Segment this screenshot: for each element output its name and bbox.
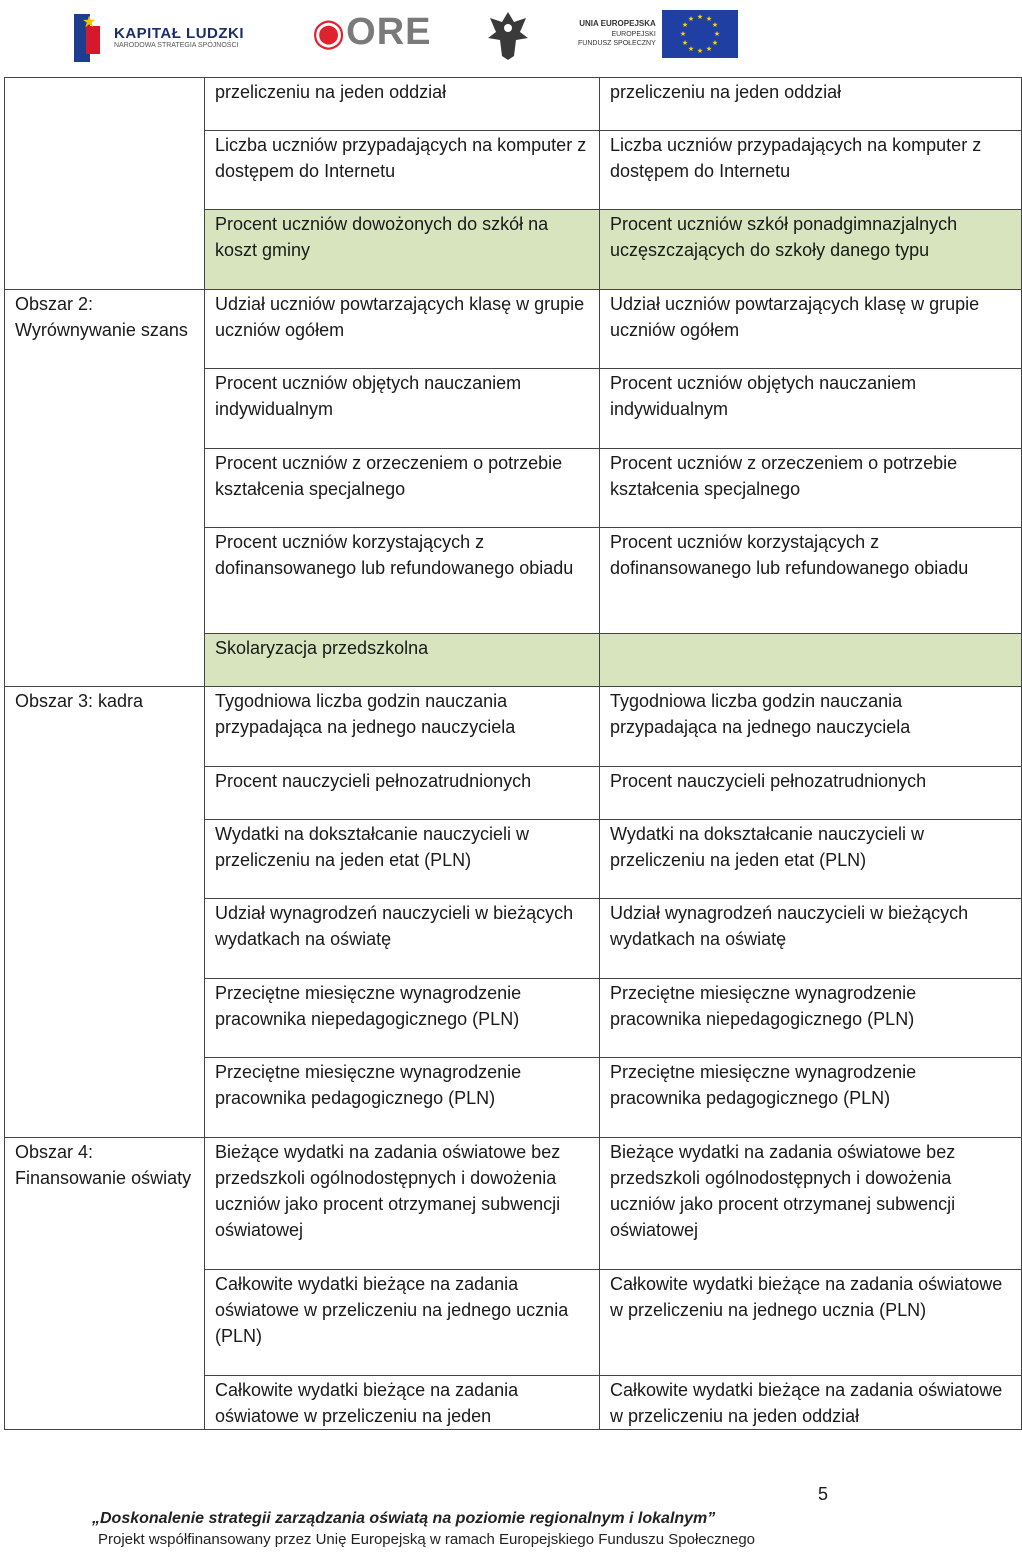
indicator-cell-col1: Udział uczniów powtarzających klasę w grupie uczniów ogółem [205, 290, 600, 369]
kapital-ludzki-title: KAPITAŁ LUDZKI [114, 25, 245, 42]
indicator-cell-col1: Całkowite wydatki bieżące na zadania oświatowe w przeliczeniu na jednego ucznia (PLN) [205, 1270, 600, 1376]
indicator-cell-col1: Skolaryzacja przedszkolna [205, 634, 600, 687]
footer-project-title: „Doskonalenie strategii zarządzania oświatą na poziomie regionalnym i lokalnym” [92, 1510, 716, 1527]
footer-cofinancing-note: Projekt współfinansowany przez Unię Europejską w ramach Europejskiego Funduszu Społecznego [98, 1531, 756, 1548]
area-cell: Obszar 3: kadra [5, 687, 205, 1138]
eu-line3: FUNDUSZ SPOŁECZNY [578, 40, 656, 48]
table-row [5, 1138, 1022, 1270]
eu-logo [578, 10, 738, 58]
svg-text:★: ★ [681, 21, 688, 29]
area-cell: Obszar 2: Wyrównywanie szans [5, 290, 205, 687]
ore-logo-text: ORE [346, 11, 432, 53]
indicator-cell-col1: Bieżące wydatki na zadania oświatowe bez przedszkoli ogólnodostępnych i dowożenia uczniów jako procent otrzymanej subwencji oświatowej [205, 1138, 600, 1270]
eu-line1: UNIA EUROPEJSKA [579, 19, 656, 29]
indicator-cell-col1: Tygodniowa liczba godzin nauczania przypadająca na jednego nauczyciela [205, 687, 600, 767]
indicator-cell-col2: Procent uczniów korzystających z dofinansowanego lub refundowanego obiadu [600, 528, 1022, 634]
svg-text:★: ★ [711, 21, 718, 29]
indicator-cell-col2: Całkowite wydatki bieżące na zadania oświatowe w przeliczeniu na jednego ucznia (PLN) [600, 1270, 1022, 1376]
indicator-cell-col2: Procent uczniów szkół ponadgimnazjalnych uczęszczających do szkoły danego typu [600, 210, 1022, 290]
kapital-ludzki-mark-icon: ★ [70, 10, 104, 64]
table-row [5, 78, 1022, 131]
indicator-cell-col1: przeliczeniu na jeden oddział [205, 78, 600, 131]
indicator-cell-col2: Procent nauczycieli pełnozatrudnionych [600, 767, 1022, 820]
svg-text:★: ★ [696, 13, 703, 21]
svg-text:★: ★ [687, 45, 694, 53]
indicator-cell-col1: Procent uczniów korzystających z dofinansowanego lub refundowanego obiadu [205, 528, 600, 634]
indicator-cell-col2: Tygodniowa liczba godzin nauczania przypadająca na jednego nauczyciela [600, 687, 1022, 767]
indicator-cell-col2: Procent uczniów objętych nauczaniem indywidualnym [600, 369, 1022, 449]
eagle-emblem-icon [484, 8, 532, 64]
indicator-cell-col1: Udział wynagrodzeń nauczycieli w bieżących wydatkach na oświatę [205, 899, 600, 979]
indicator-cell-col2: Udział uczniów powtarzających klasę w grupie uczniów ogółem [600, 290, 1022, 369]
indicator-cell-col2: Liczba uczniów przypadających na komputer z dostępem do Internetu [600, 131, 1022, 210]
indicators-table [4, 77, 1022, 1430]
svg-text:★: ★ [681, 39, 688, 47]
indicator-cell-col1: Procent uczniów z orzeczeniem o potrzebie kształcenia specjalnego [205, 449, 600, 528]
indicator-cell-col1: Procent uczniów objętych nauczaniem indywidualnym [205, 369, 600, 449]
indicator-cell-col2: przeliczeniu na jeden oddział [600, 78, 1022, 131]
indicator-cell-col2: Przeciętne miesięczne wynagrodzenie pracownika pedagogicznego (PLN) [600, 1058, 1022, 1138]
svg-text:★: ★ [705, 45, 712, 53]
svg-text:★: ★ [713, 30, 720, 38]
indicator-cell-col1: Całkowite wydatki bieżące na zadania oświatowe w przeliczeniu na jeden [205, 1376, 600, 1430]
indicator-cell-col2: Całkowite wydatki bieżące na zadania oświatowe w przeliczeniu na jeden oddział [600, 1376, 1022, 1430]
area-cell [5, 78, 205, 290]
indicator-cell-col2: Bieżące wydatki na zadania oświatowe bez przedszkoli ogólnodostępnych i dowożenia uczniów jako procent otrzymanej subwencji oświatowej [600, 1138, 1022, 1270]
eu-flag-icon [662, 10, 738, 58]
indicator-cell-col2: Udział wynagrodzeń nauczycieli w bieżących wydatkach na oświatę [600, 899, 1022, 979]
indicator-cell-col1: Przeciętne miesięczne wynagrodzenie pracownika niepedagogicznego (PLN) [205, 979, 600, 1058]
table-row [5, 290, 1022, 369]
indicator-cell-col1: Przeciętne miesięczne wynagrodzenie pracownika pedagogicznego (PLN) [205, 1058, 600, 1138]
indicator-cell-col1: Procent uczniów dowożonych do szkół na koszt gminy [205, 210, 600, 290]
indicator-cell-col2: Procent uczniów z orzeczeniem o potrzebie kształcenia specjalnego [600, 449, 1022, 528]
indicator-cell-col1: Wydatki na dokształcanie nauczycieli w przeliczeniu na jeden etat (PLN) [205, 820, 600, 899]
eu-line2: EUROPEJSKI [611, 30, 656, 38]
indicator-cell-col1: Liczba uczniów przypadających na komputer z dostępem do Internetu [205, 131, 600, 210]
svg-text:★: ★ [679, 30, 686, 38]
ore-logo: ◉ ORE [312, 11, 432, 54]
indicator-cell-col1: Procent nauczycieli pełnozatrudnionych [205, 767, 600, 820]
kapital-ludzki-logo [70, 10, 244, 64]
page-number: 5 [818, 1484, 829, 1504]
svg-text:★: ★ [696, 47, 703, 55]
area-cell: Obszar 4: Finansowanie oświaty [5, 1138, 205, 1430]
table-row [5, 687, 1022, 767]
kapital-ludzki-subtitle: NARODOWA STRATEGIA SPÓJNOŚCI [114, 42, 239, 49]
header-logos [0, 0, 960, 74]
indicator-cell-col2: Przeciętne miesięczne wynagrodzenie pracownika niepedagogicznego (PLN) [600, 979, 1022, 1058]
svg-text:★: ★ [705, 15, 712, 23]
indicator-cell-col2: Wydatki na dokształcanie nauczycieli w przeliczeniu na jeden etat (PLN) [600, 820, 1022, 899]
svg-text:★: ★ [687, 15, 694, 23]
svg-text:★: ★ [711, 39, 718, 47]
indicator-cell-col2 [600, 634, 1022, 687]
